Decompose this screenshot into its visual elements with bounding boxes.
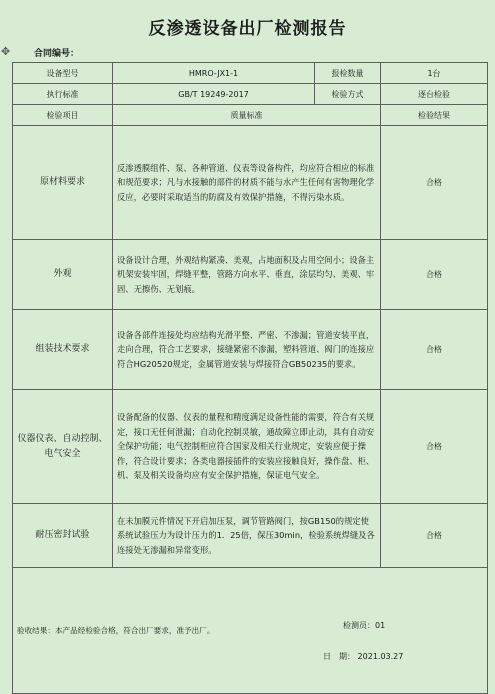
table-row	[13, 504, 488, 568]
contract-number-label: 合同编号：	[34, 49, 80, 59]
item-name: 外观	[13, 240, 113, 310]
item-name: 原材料要求	[13, 126, 113, 240]
inspector-value: 01	[375, 621, 386, 630]
table-row	[13, 240, 488, 310]
info-label: 报检数量	[315, 63, 381, 84]
conclusion-row	[13, 568, 488, 694]
item-result: 合格	[381, 310, 488, 390]
info-row	[13, 63, 488, 84]
item-result: 合格	[381, 504, 488, 568]
item-requirement: 设备各部件连接处均应结构光滑平整、严密、不渗漏；管道安装平直，走向合理，符合工艺要求，接缝紧密不渗漏，塑料管道、阀门的连接应符合HG20520规定，金属管道安装与焊接符合GB50235的要求。	[113, 310, 381, 390]
item-requirement: 在未加膜元件情况下开启加压泵，调节管路阀门，按GB150的规定使系统试验压力为设计压力的1．25倍，保压30min，检验系统焊缝及各连接处无渗漏和异常变形。	[113, 504, 381, 568]
info-value: 1台	[381, 63, 488, 84]
item-name: 仪器仪表、自动控制、电气安全	[13, 390, 113, 504]
item-result: 合格	[381, 390, 488, 504]
info-value: GB/T 19249-2017	[113, 84, 315, 105]
table-row	[13, 390, 488, 504]
info-row	[13, 84, 488, 105]
date-field	[323, 651, 403, 662]
item-result: 合格	[381, 240, 488, 310]
item-name: 耐压密封试验	[13, 504, 113, 568]
item-requirement: 设备设计合理，外观结构紧凑、美观，占地面积及占用空间小；设备主机架安装牢固，焊缝平整，管路方向水平、垂直，涂层均匀、美观、牢固、无擦伤、无划痕。	[113, 240, 381, 310]
info-value: HMRO-JX1-1	[113, 63, 315, 84]
table-row	[13, 310, 488, 390]
info-label: 检验方式	[315, 84, 381, 105]
item-requirement: 设备配备的仪器、仪表的量程和精度满足设备性能的需要，符合有关规定，接口无任何泄漏；自动化控制灵敏，通故障立即止动，具有自动安全保护功能；电气控制柜应符合国家及相关行业规定，安装应便于操作，符合设计要求；各类电器接插件的安装应接触良好，操作盘、柜、机、泵及相关设备均应有安全保护措施，保证电气安全。	[113, 390, 381, 504]
table-move-handle-icon[interactable]: ✥	[1, 45, 11, 58]
date-label: 日 期：	[323, 652, 355, 661]
column-header-item: 检验项目	[13, 105, 113, 126]
info-label: 设备型号	[13, 63, 113, 84]
column-header-standard: 质量标准	[113, 105, 381, 126]
conclusion-text: 验收结果：本产品经检验合格，符合出厂要求，准予出厂。	[13, 568, 488, 694]
inspector-field	[343, 620, 385, 631]
column-header-result: 检验结果	[381, 105, 488, 126]
table-row	[13, 126, 488, 240]
item-requirement: 反渗透膜组件、泵、各种管道、仪表等设备构件，均应符合相应的标准和规范要求；凡与水接触的部件的材质不能与水产生任何有害物理化学反应，必要时采取适当的防腐及有效保护措施，不得污染水质。	[113, 126, 381, 240]
info-label: 执行标准	[13, 84, 113, 105]
item-name: 组装技术要求	[13, 310, 113, 390]
report-table	[12, 62, 488, 694]
inspector-label: 检测员：	[343, 621, 375, 630]
info-value: 逐台检验	[381, 84, 488, 105]
item-result: 合格	[381, 126, 488, 240]
date-value: 2021.03.27	[357, 652, 404, 661]
page-title: 反渗透设备出厂检测报告	[148, 19, 347, 39]
table-header-row	[13, 105, 488, 126]
